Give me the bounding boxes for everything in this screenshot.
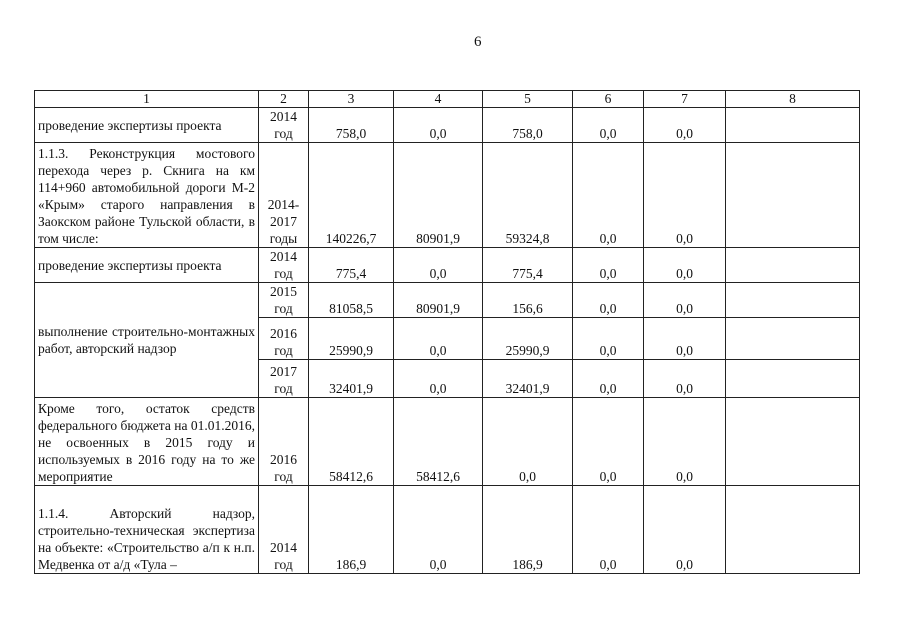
cell-col7: 0,0 bbox=[644, 248, 726, 283]
cell-col4: 0,0 bbox=[394, 248, 483, 283]
cell-col5: 25990,9 bbox=[483, 318, 573, 360]
cell-col8 bbox=[726, 486, 860, 574]
cell-col4: 0,0 bbox=[394, 318, 483, 360]
column-header: 8 bbox=[726, 91, 860, 108]
cell-col4: 80901,9 bbox=[394, 143, 483, 248]
budget-table bbox=[34, 90, 860, 574]
row-description: проведение экспертизы проекта bbox=[35, 248, 259, 283]
row-year: 2016 год bbox=[259, 398, 309, 486]
cell-col5: 775,4 bbox=[483, 248, 573, 283]
cell-col4: 80901,9 bbox=[394, 283, 483, 318]
cell-col3: 186,9 bbox=[309, 486, 394, 574]
cell-col4: 0,0 bbox=[394, 360, 483, 398]
cell-col8 bbox=[726, 108, 860, 143]
table-row bbox=[35, 248, 860, 283]
cell-col8 bbox=[726, 318, 860, 360]
row-year: 2014 год bbox=[259, 248, 309, 283]
column-header: 4 bbox=[394, 91, 483, 108]
row-description: 1.1.4. Авторский надзор, строительно-техническая экспертиза на объекте: «Строительство а/п к н.п. Медвенка от а/д «Тула – bbox=[35, 486, 259, 574]
cell-col8 bbox=[726, 283, 860, 318]
cell-col7: 0,0 bbox=[644, 108, 726, 143]
cell-col3: 81058,5 bbox=[309, 283, 394, 318]
cell-col3: 775,4 bbox=[309, 248, 394, 283]
row-description: Кроме того, остаток средств федерального бюджета на 01.01.2016, не освоенных в 2015 году и используемых в 2016 году на то же мероприятие bbox=[35, 398, 259, 486]
table-row bbox=[35, 143, 860, 248]
cell-col5: 186,9 bbox=[483, 486, 573, 574]
column-header: 6 bbox=[573, 91, 644, 108]
column-header: 5 bbox=[483, 91, 573, 108]
cell-col6: 0,0 bbox=[573, 143, 644, 248]
column-header: 7 bbox=[644, 91, 726, 108]
page-number: 6 bbox=[474, 34, 482, 50]
cell-col3: 758,0 bbox=[309, 108, 394, 143]
cell-col6: 0,0 bbox=[573, 283, 644, 318]
cell-col6: 0,0 bbox=[573, 360, 644, 398]
header-row bbox=[35, 91, 860, 108]
cell-col3: 58412,6 bbox=[309, 398, 394, 486]
cell-col3: 32401,9 bbox=[309, 360, 394, 398]
row-description: выполнение строительно-монтажных работ, авторский надзор bbox=[35, 283, 259, 398]
row-description: проведение экспертизы проекта bbox=[35, 108, 259, 143]
cell-col4: 0,0 bbox=[394, 108, 483, 143]
column-header: 1 bbox=[35, 91, 259, 108]
cell-col8 bbox=[726, 143, 860, 248]
cell-col4: 0,0 bbox=[394, 486, 483, 574]
cell-col4: 58412,6 bbox=[394, 398, 483, 486]
cell-col8 bbox=[726, 360, 860, 398]
cell-col6: 0,0 bbox=[573, 486, 644, 574]
row-year: 2014 год bbox=[259, 108, 309, 143]
cell-col7: 0,0 bbox=[644, 318, 726, 360]
table-row bbox=[35, 398, 860, 486]
cell-col6: 0,0 bbox=[573, 248, 644, 283]
cell-col6: 0,0 bbox=[573, 398, 644, 486]
table-row bbox=[35, 486, 860, 574]
row-year: 2014 год bbox=[259, 486, 309, 574]
cell-col8 bbox=[726, 248, 860, 283]
column-header: 2 bbox=[259, 91, 309, 108]
cell-col5: 59324,8 bbox=[483, 143, 573, 248]
row-year: 2014-2017 годы bbox=[259, 143, 309, 248]
row-year: 2015 год bbox=[259, 283, 309, 318]
cell-col7: 0,0 bbox=[644, 486, 726, 574]
column-header: 3 bbox=[309, 91, 394, 108]
cell-col5: 758,0 bbox=[483, 108, 573, 143]
cell-col3: 25990,9 bbox=[309, 318, 394, 360]
row-description: 1.1.3. Реконструкция мостового перехода через р. Скнига на км 114+960 автомобильной дороги М-2 «Крым» старого направления в Заокском районе Тульской области, в том числе: bbox=[35, 143, 259, 248]
cell-col7: 0,0 bbox=[644, 398, 726, 486]
cell-col6: 0,0 bbox=[573, 108, 644, 143]
row-year: 2017 год bbox=[259, 360, 309, 398]
cell-col7: 0,0 bbox=[644, 283, 726, 318]
cell-col5: 32401,9 bbox=[483, 360, 573, 398]
cell-col5: 156,6 bbox=[483, 283, 573, 318]
cell-col7: 0,0 bbox=[644, 360, 726, 398]
cell-col3: 140226,7 bbox=[309, 143, 394, 248]
cell-col5: 0,0 bbox=[483, 398, 573, 486]
cell-col7: 0,0 bbox=[644, 143, 726, 248]
table-row bbox=[35, 108, 860, 143]
row-year: 2016 год bbox=[259, 318, 309, 360]
cell-col8 bbox=[726, 398, 860, 486]
cell-col6: 0,0 bbox=[573, 318, 644, 360]
table-row bbox=[35, 283, 860, 318]
